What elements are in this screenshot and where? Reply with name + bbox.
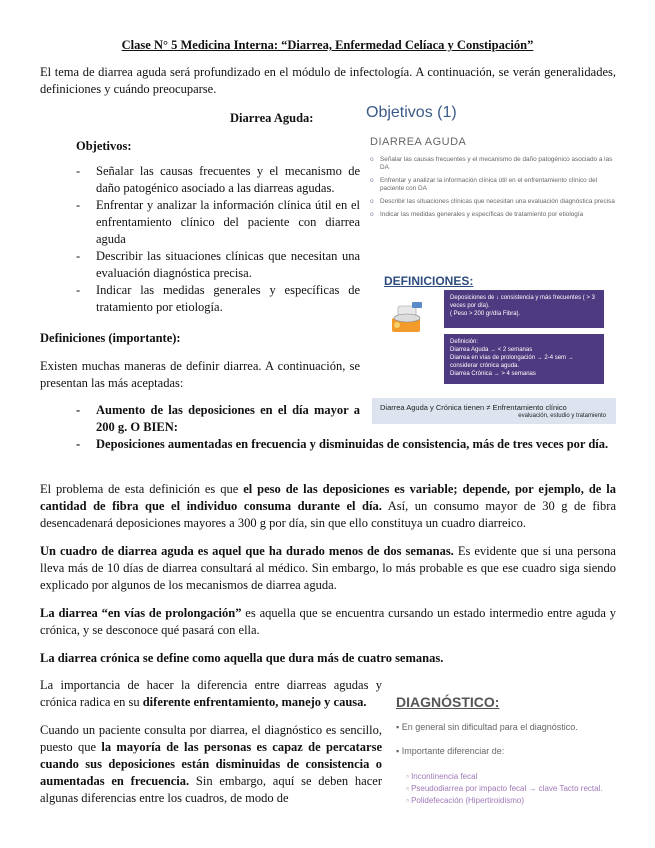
diagnosis-subitem: ▫ Polidefecación (Hipertiroidismo) [406,796,524,805]
slide-diagnosis-title: DIAGNÓSTICO: [396,694,500,710]
toilet-illustration-icon [388,298,428,338]
slide-objectives [366,100,622,264]
definitions-heading: Definiciones (importante): [40,331,181,345]
slide-objective-item: o Enfrentar y analizar la información clínica útil en el enfrentamiento clínico del paciente con DA [370,177,620,193]
objectives-list [76,163,360,316]
slide-objectives-subtitle: DIARREA AGUDA [370,136,467,148]
slide-objectives-list [370,156,620,224]
problem-paragraph: El problema de esta definición es que el peso de las deposiciones es variable; depende, por ejemplo, de la cantidad de fibra que el individuo consuma durante el día. Así, un consumo mayor de 30 g de fibra desencadenará deposiciones mayores a 300 g por día, sin que ello constituya un cuadro diarreico. [40,482,616,530]
definition-banner-main: Diarrea Aguda y Crónica tienen ≠ Enfrentamiento clínico [380,403,567,412]
definition-banner [372,398,616,424]
acute-paragraph: Un cuadro de diarrea aguda es aquel que ha durado menos de dos semanas. Es evidente que si una persona lleva más de 10 días de diarrea consultará al médico. Sin embargo, lo más probable es que ese cuadro siga siendo explicado por algunos de los mecanismos de diarrea aguda. [40,544,616,592]
slide-objective-item: o Indicar las medidas generales y específicas de tratamiento por etiología [370,211,620,219]
definition-box-1-line: Deposiciones de ↓ consistencia y más frecuentes ( > 3 veces por día). [450,295,595,309]
definition-item: - Deposiciones aumentadas en frecuencia y disminuidas de consistencia, más de tres veces por día. [76,436,616,453]
definitions-intro: Existen muchas maneras de definir diarrea. A continuación, se presentan las más aceptadas: [40,359,360,390]
slide-diagnosis [392,692,628,816]
page-title: Clase N° 5 Medicina Interna: “Diarrea, Enfermedad Celíaca y Constipación” [121,38,534,52]
importance-paragraph: La importancia de hacer la diferencia entre diarreas agudas y crónica radica en su diferente enfrentamiento, manejo y causa. [40,678,382,709]
prolonged-paragraph: La diarrea “en vías de prolongación” es aquella que se encuentra cursando un estado intermedio entre aguda y crónica, y se desconoce qué pasará con ella. [40,606,616,637]
diagnosis-item: ▪ En general sin dificultad para el diagnóstico. [396,722,578,732]
diagnosis-item: ▪ Importante diferenciar de: [396,746,505,756]
intro-paragraph: El tema de diarrea aguda será profundizado en el módulo de infectología. A continuación, se verán generalidades, definiciones y cuándo preocuparse. [40,65,616,96]
slide-objective-item: o Señalar las causas frecuentes y el mecanismo de daño patogénico asociado a las DA [370,156,620,172]
consult-paragraph: Cuando un paciente consulta por diarrea, el diagnóstico es sencillo, puesto que la mayoría de las personas es capaz de percatarse cuando sus deposiciones están disminuidas de consistencia o aumentadas en frecuencia. Sin embargo, aquí se deben hacer algunas diferencias entre los cuadros, de modo de [40,723,382,805]
definition-box-1-line: ( Peso > 200 gr/día Fibra). [450,311,521,317]
objective-item: - Describir las situaciones clínicas que necesitan una evaluación diagnóstica precisa. [76,248,360,282]
slide-definitions-title: DEFINICIONES: [384,274,474,288]
slide-objectives-title: Objetivos (1) [366,104,457,121]
objective-item: - Indicar las medidas generales y específicas de tratamiento por etiología. [76,282,360,316]
slide-definitions [372,268,618,430]
definition-item: - Aumento de las deposiciones en el día mayor a 200 g. O BIEN: [76,402,360,436]
definition-box-2-heading: Definición: [450,339,479,345]
section-heading: Diarrea Aguda: [230,111,314,125]
definition-box-2 [444,334,604,384]
slide-objective-item: o Describir las situaciones clínicas que necesitan una evaluación diagnóstica precisa [370,198,620,206]
definition-box-2-line: Diarrea en vías de prolongación → 2-4 sem → considerar crónica aguda. [450,355,574,369]
definition-box-1 [444,290,604,328]
definition-box-2-line: Diarrea Aguda → < 2 semanas [450,347,533,353]
chronic-paragraph: La diarrea crónica se define como aquella que dura más de cuatro semanas. [40,651,444,665]
objectives-heading: Objetivos: [76,139,132,153]
objective-item: - Enfrentar y analizar la información clínica útil en el enfrentamiento clínico del paciente con diarrea aguda [76,197,360,248]
definition-banner-sub: evaluación, estudio y tratamiento [518,413,606,419]
diagnosis-subitem: ▫ Incontinencia fecal [406,772,478,781]
diagnosis-subitem: ▫ Pseudodiarrea por impacto fecal → clave Tacto rectal. [406,784,603,793]
definition-box-2-line: Diarrea Crónica → > 4 semanas [450,371,536,377]
objective-item: - Señalar las causas frecuentes y el mecanismo de daño patogénico asociado a las diarreas agudas. [76,163,360,197]
